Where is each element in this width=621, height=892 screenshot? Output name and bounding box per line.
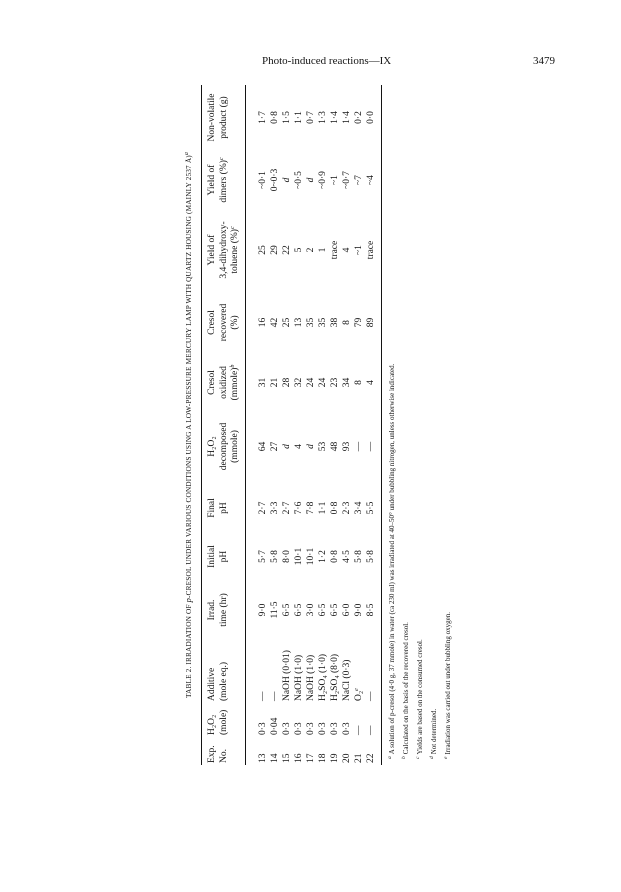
table-cell: 35: [305, 317, 316, 328]
column-header-text: (mmole): [230, 367, 240, 401]
table-cell: 0·8: [329, 550, 340, 563]
table-cell: 21: [269, 377, 280, 388]
table-cell: 15: [281, 753, 292, 763]
footnote-marker: e: [353, 688, 360, 691]
header-row: [202, 85, 246, 765]
footnote-text: Yields are based on the consumed cresol.: [416, 639, 424, 755]
column-header: [202, 580, 246, 640]
table-cell: 19: [329, 753, 340, 763]
table-cell: 35: [317, 317, 328, 328]
table-cell: 27: [269, 441, 280, 452]
page-number: 3479: [533, 55, 555, 67]
column-header-text: pH: [218, 502, 229, 514]
footnotes: [385, 89, 455, 759]
table-cell: 10·1: [293, 547, 304, 566]
table-cell: —: [353, 725, 364, 735]
table-cell: 1·3: [317, 111, 328, 124]
table-cell: d: [305, 444, 316, 449]
table-cell: 0·3: [341, 722, 352, 735]
table-cell: 0·3: [281, 722, 292, 735]
table-cell: —: [365, 703, 382, 737]
footnote: [385, 89, 399, 759]
table-cell: 28: [281, 377, 292, 388]
table-cell: 13: [257, 753, 268, 763]
table-cell: 6·5: [317, 603, 328, 617]
table-cell: 4: [293, 444, 304, 449]
table-cell: 6·0: [341, 603, 352, 617]
table-cell: 3·0: [305, 603, 316, 617]
column-header-line: [219, 357, 231, 408]
column-header-line: [219, 582, 231, 638]
table-cell: 25: [257, 245, 268, 255]
table-cell: 3·4: [353, 501, 364, 515]
table-cell: H₂SO₄ (1·0): [317, 654, 328, 701]
footnote-marker: c: [230, 226, 236, 230]
column-header-line: [230, 357, 242, 408]
table-row: [245, 85, 269, 765]
table-cell: 0·2: [353, 111, 364, 124]
table-cell: 24: [317, 377, 328, 388]
table-cell: 1·1: [317, 501, 328, 515]
table-cell: 17: [305, 753, 316, 763]
table-cell: 8: [341, 320, 352, 325]
column-header-text: (mole): [218, 709, 229, 735]
column-header-text: (mmole): [230, 430, 240, 463]
table-cell: 18: [317, 753, 328, 763]
column-header-line: [230, 212, 242, 288]
table-cell: 53: [317, 441, 328, 452]
table-cell: 9·0: [257, 603, 268, 617]
footnote-marker: c: [218, 157, 225, 161]
column-header-line: [219, 739, 231, 763]
table-cell: d: [281, 444, 292, 449]
table-cell: 0·3: [293, 722, 304, 735]
column-header-text: dimers (%): [218, 160, 229, 203]
table-cell: ~7: [353, 175, 364, 185]
table-cell: 1: [317, 247, 328, 253]
column-header: [202, 355, 246, 410]
column-header-text: (%): [230, 315, 240, 330]
footnote-marker: d: [429, 756, 435, 759]
column-header-line: [219, 152, 231, 208]
table-cell: 4: [365, 355, 382, 410]
table-cell: 79: [353, 317, 364, 328]
column-header: [202, 85, 246, 150]
column-header-line: [207, 739, 219, 763]
footnote-marker: a: [184, 152, 190, 156]
column-header-line: [207, 357, 219, 408]
column-header: [202, 703, 246, 737]
column-header: [202, 290, 246, 355]
column-header-line: [219, 292, 231, 353]
table-cell: 16: [257, 317, 268, 328]
caption-rest: -CRESOL UNDER VARIOUS CONDITIONS USING A LOW-PRESSURE MERCURY LAMP WITH QUARTZ HOUSING (MAINLY 2537 Å): [184, 155, 193, 598]
table-cell: 29: [269, 245, 280, 255]
table-cell: 1·4: [329, 111, 340, 124]
column-header-line: [219, 705, 231, 735]
footnote-text: A solution of p-cresol (4·0 g, 37 mmole) in water (ca 230 ml) was irradiated at 40–50° under bubbling nitrogen, unless otherwise indicated.: [388, 363, 396, 755]
column-header-text: toluene (%): [230, 229, 240, 274]
table-row: [305, 85, 317, 765]
table-cell: NaCl (0·3): [341, 659, 352, 701]
column-header-text: Additive: [207, 667, 217, 701]
column-header-line: [207, 642, 219, 701]
table-cell: 10·1: [305, 547, 316, 566]
table-cell: 6·5: [329, 603, 340, 617]
column-header-text: Non-volatile: [207, 93, 217, 142]
column-header-text: Final: [207, 498, 217, 518]
table-cell: 89: [365, 290, 382, 355]
column-header-line: [219, 87, 231, 148]
table-row: [281, 85, 293, 765]
table-cell: [353, 640, 365, 703]
column-header: [202, 150, 246, 210]
table-row: [329, 85, 341, 765]
column-header: [202, 483, 246, 533]
footnote-marker: b: [401, 756, 407, 759]
column-header: [202, 410, 246, 483]
column-header-text: No.: [218, 749, 229, 763]
column-header-text: Initial: [207, 545, 217, 568]
running-title: Photo-induced reactions—IX: [262, 55, 392, 67]
table-cell: 0·8: [329, 501, 340, 515]
table-cell: ~0·1: [257, 171, 268, 189]
table-cell: 6·5: [281, 603, 292, 617]
footnote: [427, 89, 441, 759]
table-cell: NaOH (0·01): [281, 650, 292, 701]
column-header-line: [207, 582, 219, 638]
table-cell: 0·3: [329, 722, 340, 735]
table-cell: NaOH (1·0): [293, 654, 304, 701]
table-cell: 4·5: [341, 550, 352, 563]
table-cell: 5·7: [257, 550, 268, 563]
table-cell: 1·1: [293, 111, 304, 124]
column-header-text: Yield of: [207, 234, 217, 266]
table-cell: 48: [329, 441, 340, 452]
column-header-text: Cresol: [207, 370, 217, 395]
table-cell: 42: [269, 317, 280, 328]
table-cell: ~0·9: [317, 171, 328, 189]
table-row: [317, 85, 329, 765]
table-cell: 25: [281, 317, 292, 328]
table-cell: 0·3: [257, 722, 268, 735]
column-header: [202, 737, 246, 765]
column-header-text: Cresol: [207, 310, 217, 335]
footnote: [413, 89, 427, 759]
table-cell: 1·2: [317, 550, 328, 563]
table-cell: d: [281, 177, 292, 183]
column-header-line: [230, 412, 242, 481]
column-header-line: [207, 485, 219, 531]
table-cell: 14: [269, 753, 280, 763]
column-header-text: oxidized: [218, 366, 229, 399]
footnote-text: Not determined.: [430, 708, 438, 755]
table-cell: NaOH (1·0): [305, 654, 316, 701]
column-header-text: Yield of: [207, 164, 217, 196]
table-cell: ~1: [353, 245, 364, 255]
table-cell: 34: [341, 377, 352, 388]
cell-text: O₂: [353, 690, 364, 701]
table-head: [202, 85, 246, 765]
table-cell: 5·8: [365, 533, 382, 580]
column-header-text: recovered: [218, 303, 229, 342]
table-cell: 4: [341, 247, 352, 253]
footnote-marker: c: [415, 756, 421, 759]
table-cell: 7·8: [305, 501, 316, 515]
table-cell: ~4: [365, 150, 382, 210]
column-header-line: [219, 485, 231, 531]
column-header-text: time (hr): [218, 593, 229, 627]
footnote-marker: a: [387, 756, 393, 759]
table-cell: 7·6: [293, 501, 304, 515]
table-cell: H₂SO₄ (8·0): [329, 654, 340, 701]
column-header: [202, 640, 246, 703]
table-cell: 22: [365, 737, 382, 765]
table-cell: —: [365, 640, 382, 703]
table-cell: 3·3: [269, 501, 280, 515]
column-header-text: Irrad.: [207, 599, 217, 621]
rotated-table-block: [180, 85, 470, 765]
column-header-line: [230, 292, 242, 353]
table-cell: —: [365, 410, 382, 483]
table-cell: 0·8: [269, 111, 280, 124]
caption-lead: TABLE 2. IRRADIATION OF: [184, 602, 193, 698]
table-cell: ~0·7: [341, 171, 352, 189]
column-header-line: [207, 705, 219, 735]
table-cell: ~1: [329, 175, 340, 185]
table-cell: 32: [293, 377, 304, 388]
table-cell: 5·5: [365, 483, 382, 533]
table-cell: 0·7: [305, 111, 316, 124]
table-cell: 1·5: [281, 111, 292, 124]
table-cell: 9·0: [353, 603, 364, 617]
table-row: [293, 85, 305, 765]
table-cell: trace: [365, 210, 382, 290]
footnote-text: Irradiation was carried out under bubbling oxygen.: [444, 612, 452, 755]
footnote: [399, 89, 413, 759]
table-cell: 0~0·3: [269, 168, 280, 192]
footnote-text: Calculated on the basis of the recovered cresol.: [402, 622, 410, 755]
table-cell: 21: [353, 753, 364, 763]
column-header-text: H₂O₂: [207, 714, 217, 735]
column-header-text: decomposed: [218, 422, 229, 471]
table-cell: 5·8: [353, 550, 364, 563]
table-cell: 38: [329, 317, 340, 328]
table-cell: 24: [305, 377, 316, 388]
column-header-text: pH: [218, 550, 229, 563]
table-cell: 8·5: [365, 580, 382, 640]
table-cell: d: [305, 177, 316, 183]
table-cell: 5: [293, 247, 304, 253]
column-header: [202, 210, 246, 290]
table-cell: 13: [293, 317, 304, 328]
column-header-line: [207, 535, 219, 578]
table-cell: 1·7: [257, 111, 268, 124]
table-cell: 16: [293, 753, 304, 763]
table-cell: 0·3: [305, 722, 316, 735]
table-cell: 2: [305, 247, 316, 253]
column-header-text: product (g): [218, 96, 229, 139]
table-cell: 64: [257, 441, 268, 452]
table-body: [245, 85, 381, 765]
table-cell: 2·7: [257, 501, 268, 515]
table-cell: 1·4: [341, 111, 352, 124]
table-cell: 93: [341, 441, 352, 452]
table-row: [341, 85, 353, 765]
data-table: [201, 85, 382, 765]
table-caption: [183, 85, 194, 765]
table-cell: 22: [281, 245, 292, 255]
column-header-line: [207, 152, 219, 208]
column-header: [202, 533, 246, 580]
footnote-marker: e: [443, 756, 449, 759]
table-cell: 20: [341, 753, 352, 763]
table-row: [365, 85, 382, 765]
column-header-text: Exp.: [207, 745, 217, 763]
column-header-text: 3,4-dihydroxy-: [218, 221, 229, 279]
column-header-text: (mole eq.): [218, 661, 229, 701]
column-header-text: H₂O₂: [207, 436, 217, 457]
table-row: [269, 85, 281, 765]
table-cell: 8: [353, 380, 364, 385]
table-cell: 6·5: [293, 603, 304, 617]
table-cell: 2·7: [281, 501, 292, 515]
column-header-line: [219, 642, 231, 701]
table-cell: 5·8: [269, 550, 280, 563]
table-cell: —: [269, 691, 280, 701]
table-cell: 31: [257, 377, 268, 388]
footnote: [441, 89, 455, 759]
table-cell: —: [353, 441, 364, 452]
column-header-line: [219, 535, 231, 578]
table-row: [353, 85, 365, 765]
column-header-line: [219, 412, 231, 481]
column-header-line: [219, 212, 231, 288]
table-cell: ~0·5: [293, 171, 304, 189]
table-cell: 0·3: [317, 722, 328, 735]
column-header-line: [207, 292, 219, 353]
table-cell: —: [257, 691, 268, 701]
table-cell: 8·0: [281, 550, 292, 563]
table-cell: 11·5: [269, 601, 280, 619]
table-cell: 23: [329, 377, 340, 388]
caption-italic: p: [183, 597, 193, 603]
footnote-marker: b: [230, 364, 236, 368]
column-header-line: [207, 412, 219, 481]
table-cell: trace: [329, 240, 340, 260]
table-cell: 0·04: [269, 717, 280, 735]
table-cell: 2·3: [341, 501, 352, 515]
column-header-line: [207, 87, 219, 148]
column-header-line: [207, 212, 219, 288]
table-cell: 0·0: [365, 85, 382, 150]
